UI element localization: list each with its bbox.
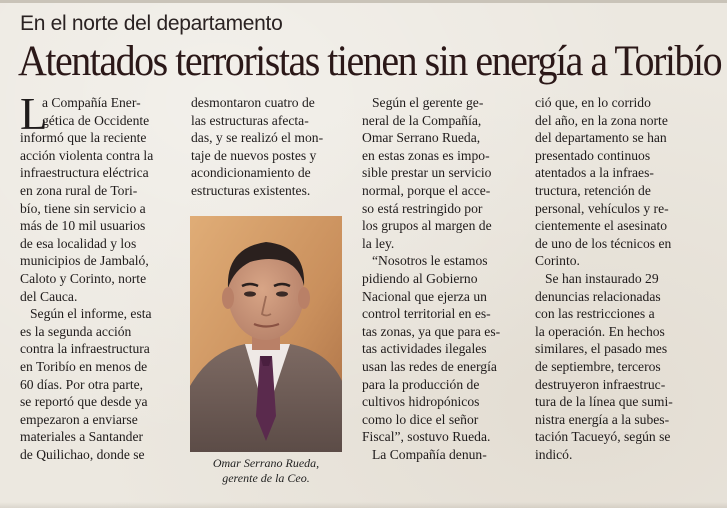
text-line: de Quilichao, donde se xyxy=(20,446,145,462)
text-line: Nacional que ejerza un xyxy=(362,288,487,304)
text-line: control territorial en es- xyxy=(362,306,491,322)
text-line: la ley. xyxy=(362,235,395,251)
text-column-4 xyxy=(535,94,705,463)
text-column-3 xyxy=(362,94,520,463)
text-line: gética de Occidente xyxy=(42,112,150,128)
text-line: de esa localidad y los xyxy=(20,235,137,251)
text-line: cultivos hidropónicos xyxy=(362,394,480,410)
text-column-1 xyxy=(20,89,178,463)
text-line: denuncias relacionadas xyxy=(535,288,661,304)
text-line: presentado continuos xyxy=(535,147,651,163)
text-line: como lo dice el señor xyxy=(362,411,479,427)
text-line: estructuras existentes. xyxy=(191,182,311,198)
text-line: tura de la línea que sumi- xyxy=(535,394,673,410)
top-rule xyxy=(0,0,727,3)
text-line: acondicionamiento de xyxy=(191,165,311,181)
text-line: ció que, en lo corrido xyxy=(535,95,651,110)
text-line: “Nosotros le estamos xyxy=(372,253,488,269)
text-column-2 xyxy=(191,94,344,200)
text-line: empezaron a enviarse xyxy=(20,411,138,427)
text-line: usan las redes de energía xyxy=(362,358,497,374)
text-line: Según el gerente ge- xyxy=(372,95,484,110)
text-line: 60 días. Por otra parte, xyxy=(20,376,144,392)
text-line: tas zonas, ya que para es- xyxy=(362,323,501,339)
page-edge-shadow xyxy=(0,502,727,508)
text-line: similares, el pasado mes xyxy=(535,341,668,357)
text-line: so está restringido por xyxy=(362,200,483,216)
text-line: del departamento se han xyxy=(535,130,667,146)
text-line: La Compañía denun- xyxy=(372,446,487,462)
article-kicker: En el norte del departamento xyxy=(20,12,283,35)
text-line: Se han instaurado 29 xyxy=(545,270,659,286)
text-line: en zona rural de Tori- xyxy=(20,182,138,198)
text-line: del año, en la zona norte xyxy=(535,112,668,128)
text-line: es la segunda acción xyxy=(20,323,132,339)
text-line: más de 10 mil usuarios xyxy=(20,218,146,234)
text-line: personal, vehículos y re- xyxy=(535,200,669,216)
text-line: infraestructura eléctrica xyxy=(20,165,149,181)
text-line: de septiembre, terceros xyxy=(535,358,661,374)
text-line: contra la infraestructura xyxy=(20,341,150,357)
text-line: del Cauca. xyxy=(20,288,78,304)
text-line: tas actividades ilegales xyxy=(362,341,487,357)
text-line: neral de la Compañía, xyxy=(362,112,482,128)
text-line: tación Tacueyó, según se xyxy=(535,429,671,445)
text-line: las estructuras afecta- xyxy=(191,112,309,128)
text-line: acción violenta contra la xyxy=(20,147,154,163)
text-line: a Compañía Ener- xyxy=(42,95,141,110)
text-line: informó que la reciente xyxy=(20,130,147,146)
text-line: bío, tiene sin servicio a xyxy=(20,200,146,216)
text-line: Caloto y Corinto, norte xyxy=(20,270,147,286)
text-line: Fiscal”, sostuvo Rueda. xyxy=(362,429,491,445)
text-line: sible prestar un servicio xyxy=(362,165,492,181)
article-headline: Atentados terroristas tienen sin energía a Toribío xyxy=(18,38,722,85)
text-line: taje de nuevos postes y xyxy=(191,147,317,163)
text-line: desmontaron cuatro de xyxy=(191,95,315,110)
text-line: se reportó que desde ya xyxy=(20,394,148,410)
text-line: de uno de los técnicos en xyxy=(535,235,672,251)
text-line: con las restricciones a xyxy=(535,306,655,322)
text-line: destruyeron infraestruc- xyxy=(535,376,666,392)
text-line: indicó. xyxy=(535,446,573,462)
text-line: en estas zonas es impo- xyxy=(362,147,490,163)
caption-line: Omar Serrano Rueda, xyxy=(212,456,320,470)
portrait-photo xyxy=(190,216,342,452)
text-line: das, y se realizó el mon- xyxy=(191,130,324,146)
text-line: para la producción de xyxy=(362,376,480,392)
text-line: Omar Serrano Rueda, xyxy=(362,130,481,146)
text-line: normal, porque el acce- xyxy=(362,182,491,198)
text-line: Según el informe, esta xyxy=(30,306,152,322)
text-line: tructura, retención de xyxy=(535,182,651,198)
text-line: municipios de Jambaló, xyxy=(20,253,149,269)
portrait-illustration xyxy=(190,216,342,452)
text-line: atentados a la infraes- xyxy=(535,165,654,181)
text-line: los grupos al margen de xyxy=(362,218,492,234)
text-line: nistra energía a la subes- xyxy=(535,411,670,427)
text-line: cientemente el asesinato xyxy=(535,218,668,234)
text-line: Corinto. xyxy=(535,253,580,269)
drop-cap: L xyxy=(20,89,48,139)
text-line: pidiendo al Gobierno xyxy=(362,270,478,286)
text-line: la operación. En hechos xyxy=(535,323,665,339)
caption-line: gerente de la Ceo. xyxy=(222,471,310,485)
photo-caption xyxy=(190,456,342,486)
text-line: materiales a Santander xyxy=(20,429,144,445)
text-line: en Toribío en menos de xyxy=(20,358,148,374)
